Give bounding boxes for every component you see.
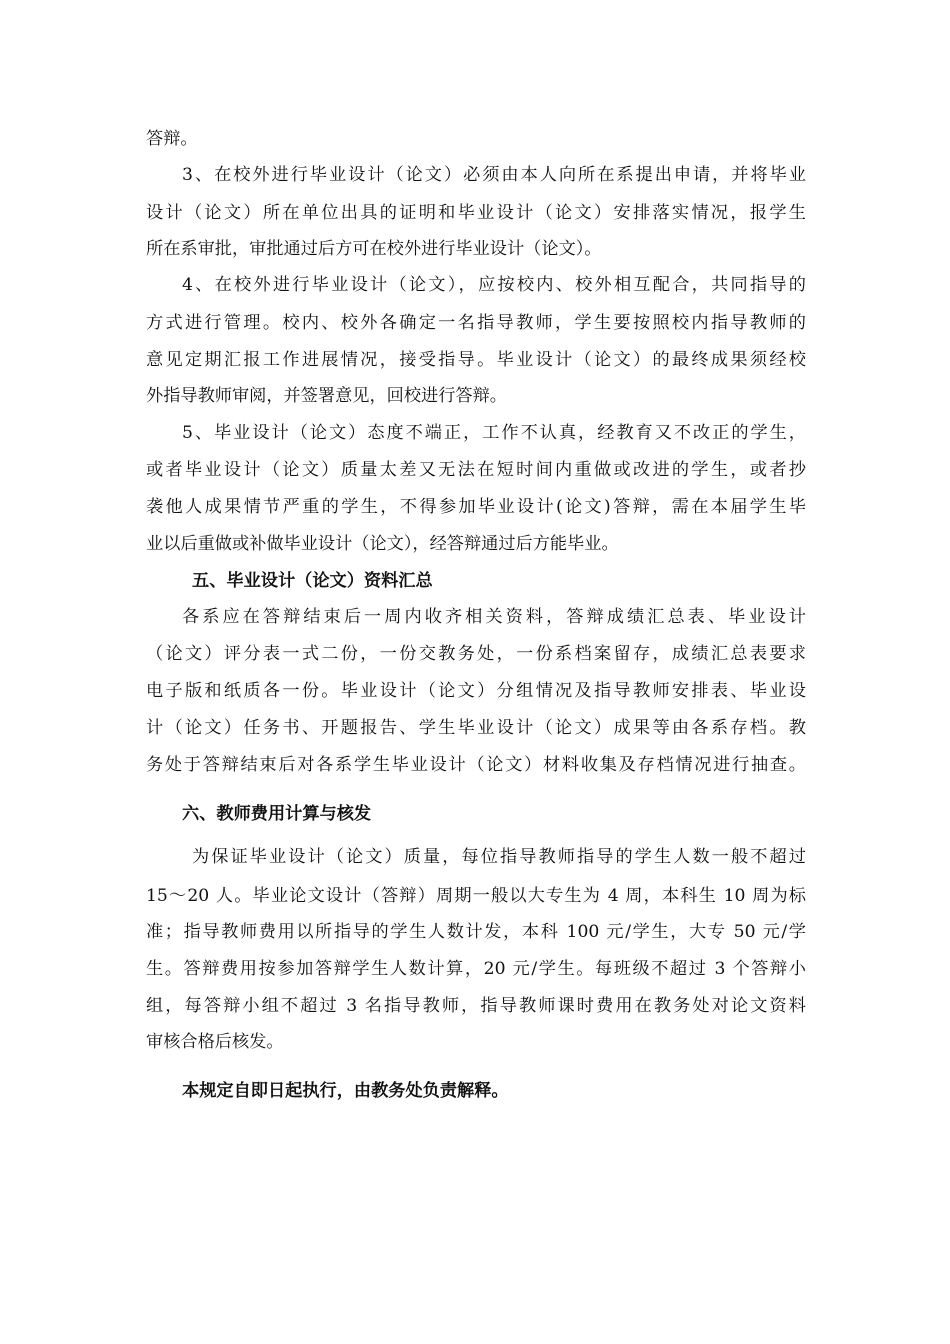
section6-line: 15～20 人。毕业论文设计（答辩）周期一般以大专生为 4 周，本科生 10 周为标: [146, 886, 806, 906]
item5-line: 袭他人成果情节严重的学生，不得参加毕业设计(论文)答辩，需在本届学生毕: [146, 497, 806, 517]
section6-line: 准；指导教师费用以所指导的学生人数计发，本科 100 元/学生，大专 50 元/学: [146, 922, 806, 942]
item5-line: 或者毕业设计（论文）质量太差又无法在短时间内重做或改进的学生，或者抄: [146, 460, 806, 480]
section5-line: 电子版和纸质各一份。毕业设计（论文）分组情况及指导教师安排表、毕业设: [146, 681, 806, 701]
section6-line: 生。答辩费用按参加答辩学生人数计算，20 元/学生。每班级不超过 3 个答辩小: [146, 959, 806, 979]
section6-line: 为保证毕业设计（论文）质量，每位指导教师指导的学生人数一般不超过: [192, 847, 806, 867]
item5-line: 5、毕业设计（论文）态度不端正，工作不认真，经教育又不改正的学生，: [182, 423, 806, 443]
section6-line: 组，每答辩小组不超过 3 名指导教师，指导教师课时费用在教务处对论文资料: [146, 996, 806, 1016]
item3-line: 设计（论文）所在单位出具的证明和毕业设计（论文）安排落实情况，报学生: [146, 203, 806, 223]
item3-line: 3、在校外进行毕业设计（论文）必须由本人向所在系提出申请，并将毕业: [182, 165, 806, 185]
item4-line: 外指导教师审阅，并签署意见，回校进行答辩。: [146, 386, 507, 406]
item4-line: 方式进行管理。校内、校外各确定一名指导教师，学生要按照校内指导教师的: [146, 313, 806, 333]
section5-line: 务处于答辩结束后对各系学生毕业设计（论文）材料收集及存档情况进行抽查。: [146, 755, 806, 775]
item5-line: 业以后重做或补做毕业设计（论文），经答辩通过后方能毕业。: [146, 534, 619, 554]
item3-line: 所在系审批，审批通过后方可在校外进行毕业设计（论文）。: [146, 239, 602, 259]
section-heading-5: 五、毕业设计（论文）资料汇总: [192, 571, 433, 591]
closing-statement: 本规定自即日起执行，由教务处负责解释。: [182, 1081, 509, 1101]
section-heading-6: 六、教师费用计算与核发: [182, 804, 372, 824]
section5-line: 各系应在答辩结束后一周内收齐相关资料，答辩成绩汇总表、毕业设计: [182, 607, 806, 627]
section5-line: 计（论文）任务书、开题报告、学生毕业设计（论文）成果等由各系存档。教: [146, 718, 806, 738]
section5-line: （论文）评分表一式二份，一份交教务处，一份系档案留存，成绩汇总表要求: [146, 644, 806, 664]
section6-line: 审核合格后核发。: [146, 1032, 284, 1052]
paragraph-line: 答辩。: [146, 129, 198, 149]
item4-line: 4、在校外进行毕业设计（论文），应按校内、校外相互配合，共同指导的: [182, 275, 806, 295]
item4-line: 意见定期汇报工作进展情况，接受指导。毕业设计（论文）的最终成果须经校: [146, 350, 806, 370]
